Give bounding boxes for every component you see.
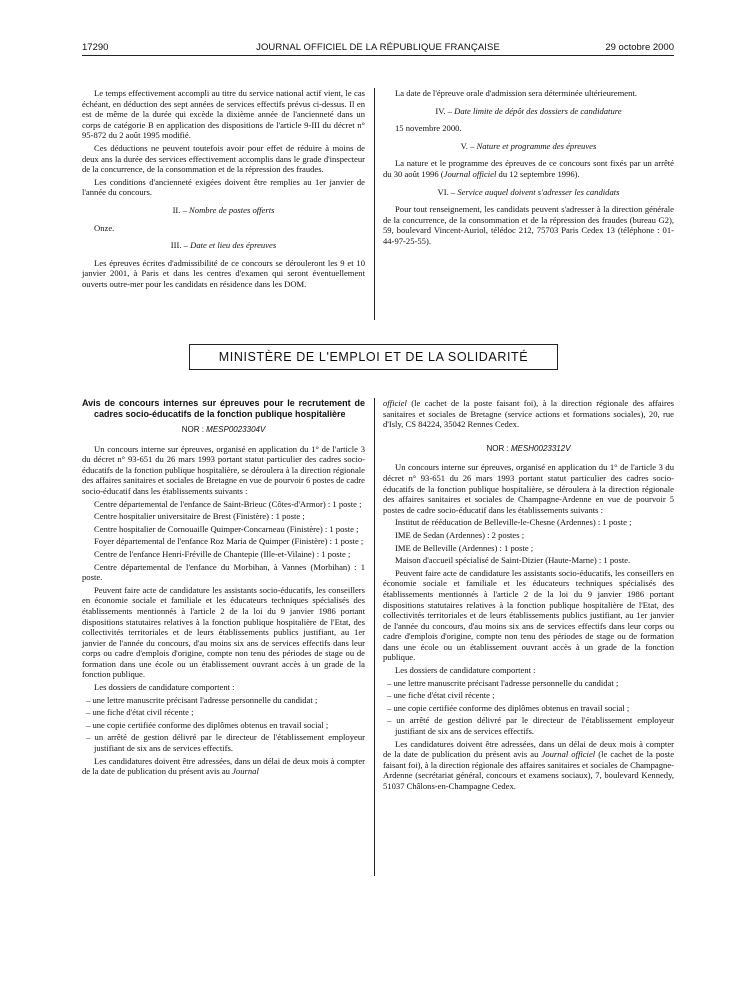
establishment-item: Centre hospitalier de Cornouaille Quimper-Concarneau (Finistère) : 1 poste ; [94,523,359,534]
text-run: (le cachet de la poste faisant foi), à la direction régionale des affaires sanitaires et sociales de Bretagne (service actions et formations sociales), 20, rue d'Isly, CS 84224, 35042 Rennes Cedex. [383,398,674,430]
dossier-item: – un arrêté de gestion délivré par le directeur de l'établissement employeur justifiant de six ans de services effectifs. [86,732,365,754]
paragraph [383,158,674,179]
section-heading-4 [383,106,674,117]
section-title: Nombre de postes offerts [189,204,275,215]
notice-title [82,398,365,419]
establishment-item: IME de Sedan (Ardennes) : 2 postes ; [395,529,525,540]
issue-date: 29 octobre 2000 [605,42,674,53]
paragraph: Peuvent faire acte de candidature les assistants socio-éducatifs, les conseillers en économie sociale et familiale et les éducateurs techniques spécialisés des établissements mentionnés à l'article 2 de la loi du 9 janvier 1986 portant dispositions statutaires relatives à la fonction publique hospitalière de l'Etat, des collectivités territoriales et de leurs établissements publics justifiant, au 1er janvier de l'année du concours, d'au moins six ans de services effectifs dans leur corps ou cadre d'emplois d'origine, compte non tenu des périodes de stage ou de formation dans une école ou un établissement ouvrant accès à un grade de la fonction publique. [383,567,674,663]
journal-name: Journal officiel [541,749,596,760]
dossier-item: – une lettre manuscrite précisant l'adresse personnelle du candidat ; [387,677,619,688]
nor-code: MESP0023304V [206,425,266,434]
top-right-column [383,88,674,249]
paragraph: Ces déductions ne peuvent toutefois avoir pour effet de réduire à moins de deux ans la durée des services effectivement accomplis dans le grade d'inspecteur de la concurrence, de la consommation et de la répression des fraudes. [82,142,365,175]
establishment-item: Centre de l'enfance Henri-Fréville de Chantepie (Ille-et-Vilaine) : 1 poste ; [94,548,351,559]
journal-name: Journal officiel [443,168,497,179]
text-run: (le cachet de la poste faisant foi), à la direction régionale des affaires sanitaires et sociales de Champagne-Ardenne (secrétariat général, concours et examens sociaux), 7, boulevard Kennedy, 51037 Châlons-en-Champagne Cedex. [383,749,675,791]
paragraph [383,739,674,792]
section-heading-3 [82,240,365,251]
text-run: La nature et le programme des épreuves de ce concours sont fixés par un arrêté du 30 août 1996 ( [383,158,674,179]
section-heading-6 [383,187,674,198]
text-run: Les candidatures doivent être adressées, dans un délai de deux mois à compter de la date de publication du présent avis au [82,755,365,777]
dossier-item: – un arrêté de gestion délivré par le directeur de l'établissement employeur justifiant de six ans de services effectifs. [387,715,674,737]
paragraph: Le temps effectivement accompli au titre du service national actif vient, le cas échéant, en déduction des sept années de services effectifs prévus ci-dessus. Il en est de même de la durée qui excède la dixième année de l'ancienneté dans un corps de catégorie B en application des dispositions de l'article 9-III du décret n° 95-872 du 2 août 1995 modifié. [82,88,365,141]
ministry-heading-box [189,344,558,370]
journal-name: officiel [383,398,407,408]
establishment-item: Centre hospitalier universitaire de Brest (Finistère) : 1 poste ; [94,511,305,522]
paragraph: La date de l'épreuve orale d'admission sera déterminée ultérieurement. [395,88,637,98]
paragraph: Pour tout renseignement, les candidats peuvent s'adresser à la direction générale de la concurrence, de la consommation et de la répression des fraudes (bureau G2), 59, boulevard Vincent-Auriol, télédoc 212, 75703 Paris Cedex 13 (téléphone : 01-44-97-25-55). [383,204,674,246]
paragraph [82,756,365,777]
section-number: II. – [172,204,187,215]
text-run: Les candidatures doivent être adressées, dans un délai de deux mois à compter de la date de publication du présent avis au [383,738,674,760]
column-divider [374,398,375,876]
establishment-item: Centre départemental de l'enfance du Morbihan, à Vannes (Morbihan) : 1 poste. [82,561,365,583]
section-number: V. – [460,140,475,151]
dossier-item: – une fiche d'état civil récente ; [387,690,495,701]
paragraph: Les épreuves écrites d'admissibilité de ce concours se dérouleront les 9 et 10 janvier 2001, à Paris et dans les centres d'examen qui seront éventuellement ouverts outre-mer pour les candidats en résidence dans les DOM. [82,257,365,289]
section-number: IV. – [435,105,452,116]
section-number: VI. – [437,186,456,197]
establishment-item: Maison d'accueil spécialisé de Saint-Dizier (Haute-Marne) : 1 poste. [395,555,631,566]
journal-title: JOURNAL OFFICIEL DE LA RÉPUBLIQUE FRANÇAISE [256,42,500,53]
nor-reference [82,425,365,436]
dossier-item: – une copie certifiée conforme des diplômes obtenus en travail social ; [387,702,630,713]
header-rule [82,55,674,56]
paragraph: Un concours interne sur épreuves, organisé en application du 1° de l'article 3 du décret n° 93-651 du 26 mars 1993 portant statut particulier des cadres socio-éducatifs de la fonction publique hospitalière, se déroulera à la direction régionale des affaires sanitaires et sociales de Champagne-Ardenne en vue de pourvoir 5 postes de cadre socio-éducatif dans les établissements suivants : [383,462,674,515]
establishment-item: Institut de rééducation de Belleville-le-Chesne (Ardennes) : 1 poste ; [395,517,632,528]
section-heading-5 [383,141,674,152]
nor-label: NOR : [181,425,204,434]
notice-title-text: Avis de concours internes sur épreuves pour le recrutement de cadres socio-éducatifs de la fonction publique hospitalière [82,398,365,419]
establishment-item: IME de Belleville (Ardennes) : 1 poste ; [395,542,534,553]
section-number: III. – [170,240,188,251]
column-divider [374,88,375,320]
paragraph: Un concours interne sur épreuves, organisé en application du 1° de l'article 3 du décret n° 93-651 du 26 mars 1993 portant statut particulier des cadres socio-éducatifs de la fonction publique hospitalière, se déroulera à la direction régionale des affaires sanitaires et sociales de Bretagne en vue de pourvoir 6 postes de cadre socio-éducatif dans les établissements suivants : [82,443,365,496]
journal-name: Journal [232,766,259,777]
bottom-right-column [383,398,674,794]
paragraph: Les dossiers de candidature comportent : [395,665,536,676]
section-heading-2 [82,205,365,216]
section-title: Date limite de dépôt des dossiers de candidature [454,105,622,116]
bottom-left-column [82,398,365,779]
dossier-item: – une lettre manuscrite précisant l'adresse personnelle du candidat ; [86,694,318,705]
paragraph: 15 novembre 2000. [395,123,462,134]
section-title: Nature et programme des épreuves [476,140,597,151]
section-title: Service auquel doivent s'adresser les candidats [457,186,620,197]
paragraph: Les conditions d'ancienneté exigées doivent être remplies au 1er janvier de l'année du concours. [82,176,365,198]
nor-code: MESH0023312V [510,443,571,453]
paragraph-continued [383,398,674,430]
paragraph: Peuvent faire acte de candidature les assistants socio-éducatifs, les conseillers en économie sociale et familiale et les éducateurs techniques spécialisés des établissements mentionnés à l'article 2 de la loi du 9 janvier 1986 portant dispositions statutaires relatives à la fonction publique hospitalière de l'Etat, des collectivités territoriales et de leurs établissements publics justifiant, au 1er janvier de l'année du concours, d'au moins six ans de services effectifs dans leur corps ou cadre d'emplois d'origine, compte non tenu des périodes de stage ou de formation dans une école ou un établissement ouvrant accès à un grade de la fonction publique. [82,584,365,680]
nor-reference [383,444,674,455]
establishment-item: Foyer départemental de l'enfance Roz Maria de Quimper (Finistère) : 1 poste ; [94,536,364,547]
ministry-title: MINISTÈRE DE L'EMPLOI ET DE LA SOLIDARITÉ [218,350,529,364]
top-left-column [82,88,365,292]
paragraph: Les dossiers de candidature comportent : [94,682,235,693]
section-title: Date et lieu des épreuves [190,240,277,251]
nor-label: NOR : [486,443,509,453]
text-run: du 12 septembre 1996). [496,168,580,179]
dossier-item: – une copie certifiée conforme des diplômes obtenus en travail social ; [86,719,329,730]
dossier-item: – une fiche d'état civil récente ; [86,707,194,718]
establishment-item: Centre départemental de l'enfance de Saint-Brieuc (Côtes-d'Armor) : 1 poste ; [94,498,362,509]
paragraph: Onze. [94,222,115,233]
page-number: 17290 [82,42,109,53]
